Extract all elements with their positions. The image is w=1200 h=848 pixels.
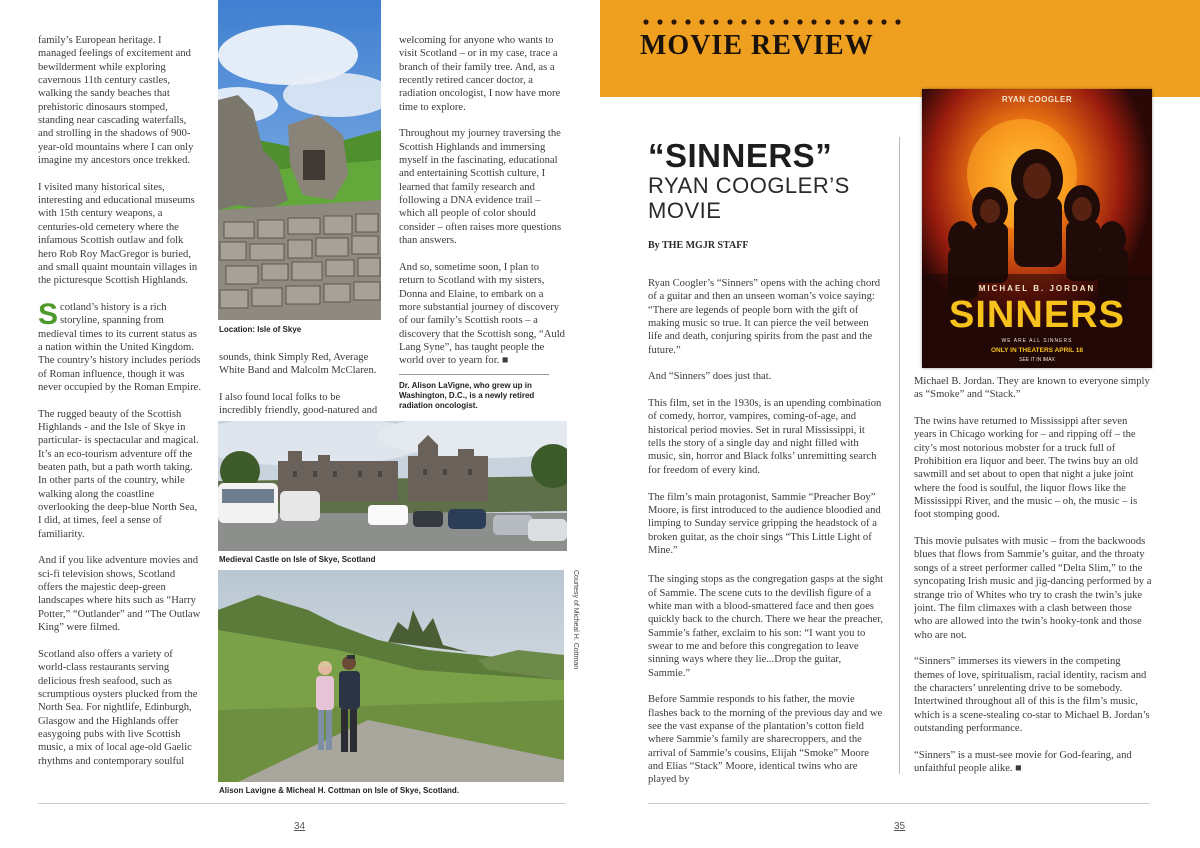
paragraph: The rugged beauty of the Scottish Highlands - and the Isle of Skye in particular- is spectacular and magical. It’s an eco-tourism adventure off the beaten path, but a path worth taking. In other parts of the country, while walking along the coastline overlooking the deep-blue North Sea, I did, at times, feel a sense of familiarity. xyxy=(38,408,199,540)
paragraph: welcoming for anyone who wants to visit Scotland – or in my case, trace a branch of their family tree. And, as a recently retired cancer doctor, a radiation oncologist, I now have more time to explore. xyxy=(399,35,561,113)
dropcap-letter: S xyxy=(38,297,59,331)
banner-dots xyxy=(643,14,913,24)
left-column-3 xyxy=(399,34,565,381)
poster-actor: MICHAEL B. JORDAN xyxy=(978,284,1096,293)
poster-tagline: WE ARE ALL SINNERS xyxy=(1001,338,1073,344)
article-title: “SINNERS” xyxy=(648,137,833,174)
left-column-2-text xyxy=(219,351,381,431)
caption-isle-of-skye: Location: Isle of Skye xyxy=(219,325,302,334)
page-number-right[interactable]: 35 xyxy=(894,821,906,832)
paragraph: The film’s main protagonist, Sammie “Preacher Boy” Moore, is first introduced to the audience bloodied and limping to Sunday service gripping the headstock of a broken guitar, as the choir sings “This Little Light of Mine.” xyxy=(648,491,881,556)
poster-title: SINNERS xyxy=(949,294,1125,336)
medieval-castle-photo xyxy=(218,421,567,551)
article-subtitle-line-2: MOVIE xyxy=(648,198,722,223)
poster-top-credit: RYAN COOGLER xyxy=(1001,95,1073,104)
bio-divider xyxy=(399,374,549,375)
paragraph: This movie pulsates with music – from the backwoods blues that flows from Sammie’s guitar, and the throaty songs of a street performer called “Delta Slim,” to the syncopating Irish music and jig-dancing performed by a strange trio of Whites who try to crash the twin’s juke joint. The film climaxes with a clash between those who are allowed into the twin’s hooky-tonk and those who are not. xyxy=(914,536,1152,641)
author-bio: Dr. Alison LaVigne, who grew up in Washington, D.C., is a newly retired radiation oncologist. xyxy=(399,381,535,410)
isle-of-skye-ruins-photo xyxy=(218,0,381,320)
page-number-left[interactable]: 34 xyxy=(294,821,306,832)
paragraph: And “Sinners” does just that. xyxy=(648,371,772,383)
section-label: MOVIE REVIEW xyxy=(640,30,874,61)
paragraph: sounds, think Simply Red, Average White Band and Malcolm McClaren. xyxy=(219,352,377,377)
paragraph: The singing stops as the congregation gasps at the sight of Sammie. The scene cuts to the devilish figure of a white man with a blood-smattered face and then goes quickly back to the church. There we hear the preacher, Sammie’s father, exclaim to his son: “I want you to swear to me and before this congregation to leave sinning ways where they lie...Drop the guitar, Sammie.” xyxy=(648,574,884,679)
paragraph: I visited many historical sites, interesting and educational museums with 15th century weapons, a centuries-old cemetery where the infamous Scottish outlaw and folk hero Rob Roy MacGregor is buried, and small quaint mountain villages in the picturesque Scottish Highlands. xyxy=(38,181,198,287)
caption-medieval-castle: Medieval Castle on Isle of Skye, Scotland xyxy=(219,555,376,564)
paragraph: Michael B. Jordan. They are known to everyone simply as “Smoke” and “Stack.” xyxy=(914,376,1150,401)
paragraph: Before Sammie responds to his father, the movie flashes back to the morning of the previous day and we see the vast expanse of the plantation’s cotton field where Sammie’s family are sharecroppers, and the arrival of Sammie’s cousins, Elijah “Smoke” Moore and Elias “Stack” Moore, identical twins who are played by xyxy=(648,694,883,786)
poster-imax: SEE IT IN IMAX xyxy=(1019,357,1055,363)
photo-credit xyxy=(568,570,582,790)
left-footer-rule xyxy=(38,803,566,804)
paragraph: The twins have returned to Mississippi after seven years in Chicago working for – and ripping off – the city’s most notorious mobster for a truck full of Prohibition era liquor and beer. The twins buy an old sawmill and set about to open that night a juke joint where the food is soulful, the liquor flows like the Mississippi River, and the music – oh, the music – is foot stomping good. xyxy=(914,416,1138,521)
dropcap-paragraph-text: cotland’s history is a rich storyline, spanning from medieval times to its current status as a nation within the United Kingdom. The country’s history includes periods of Roman influence, though it was never occupied by the Roman Empire. xyxy=(38,301,201,393)
right-footer-rule xyxy=(648,803,1150,804)
column-divider xyxy=(899,137,900,774)
paragraph: And if you like adventure movies and sci-fi television shows, Scotland offers the majestic deep-green landscapes where hits such as “Harry Potter,” “Outlander” and “The Outlaw King” were filmed. xyxy=(38,555,201,634)
photo-credit-text: Courtesy of Micheal H. Cottman xyxy=(572,570,579,670)
paragraph: This film, set in the 1930s, is an upending combination of comedy, horror, vampires, coming-of-age, and historical period movies. Set in rural Mississippi, it tells the story of a single day and night filled with music, sin, horror and Black folks’ unremitting search for freedom of every kind. xyxy=(648,398,882,476)
paragraph: I also found local folks to be incredibly friendly, good-natured and xyxy=(219,392,378,417)
alison-and-micheal-photo xyxy=(218,570,564,782)
article-byline: By THE MGJR STAFF xyxy=(648,240,749,251)
article-subtitle-line-1: RYAN COOGLER’S xyxy=(648,173,850,198)
poster-release: ONLY IN THEATERS APRIL 18 xyxy=(991,347,1083,354)
paragraph: “Sinners” immerses its viewers in the competing themes of love, spiritualism, racial identity, racism and the characters’ unrelenting drive to be somebody. Intertwined throughout all of this is the film’s music, which is a scene-stealing co-star to Michael B. Jordan’s outstanding performance. xyxy=(914,656,1150,734)
dropcap-paragraph xyxy=(38,297,202,394)
paragraph: Scotland also offers a variety of world-class restaurants serving delicious fresh seafood, such as scrumptious oysters plucked from the North Sea. For nightlife, Edinburgh, Glasgow and the Highlands offer easygoing pubs with live Scottish music, a mix of local age-old Gaelic rhythms and contemporary soulful xyxy=(38,648,198,767)
caption-couple-photo: Alison Lavigne & Micheal H. Cottman on Isle of Skye, Scotland. xyxy=(219,786,460,795)
sinners-movie-poster xyxy=(922,89,1152,368)
paragraph: “Sinners” is a must-see movie for God-fearing, and unfaithful people alike. ■ xyxy=(914,749,1132,774)
paragraph: And so, sometime soon, I plan to return to Scotland with my sisters, Donna and Elaine, to embark on a more substantial journey of discovery of our family’s Scottish roots – a discovery that the Scottish song, “Auld Lang Syne”, has taught people the world over to yearn for. ■ xyxy=(399,261,565,367)
paragraph: family’s European heritage. I managed feelings of excitement and bewilderment while exploring cavernous 11th century castles, walking the sandy beaches that prehistoric dinosaurs stomped, standing near cascading waterfalls, and strolling in the shadows of 900-year-old mountains where I can only imagine my ancestors once trekked. xyxy=(38,35,194,167)
review-column-1 xyxy=(648,277,884,800)
paragraph: Throughout my journey traversing the Scottish Highlands and immersing myself in the fascinating, educational and entertaining Scottish culture, I learned that family research and following a DNA evidence trail – which all people of color should consider – often raises more questions than answers. xyxy=(399,128,562,247)
left-column-1 xyxy=(38,34,202,781)
review-column-2 xyxy=(914,375,1152,789)
paragraph: Ryan Coogler’s “Sinners” opens with the aching chord of a guitar and then an unseen woman’s voice saying: “There are legends of people born with the gift of making music so true. It can pierce the veil between life and death, conjuring spirits from the past and the future.” xyxy=(648,278,881,356)
